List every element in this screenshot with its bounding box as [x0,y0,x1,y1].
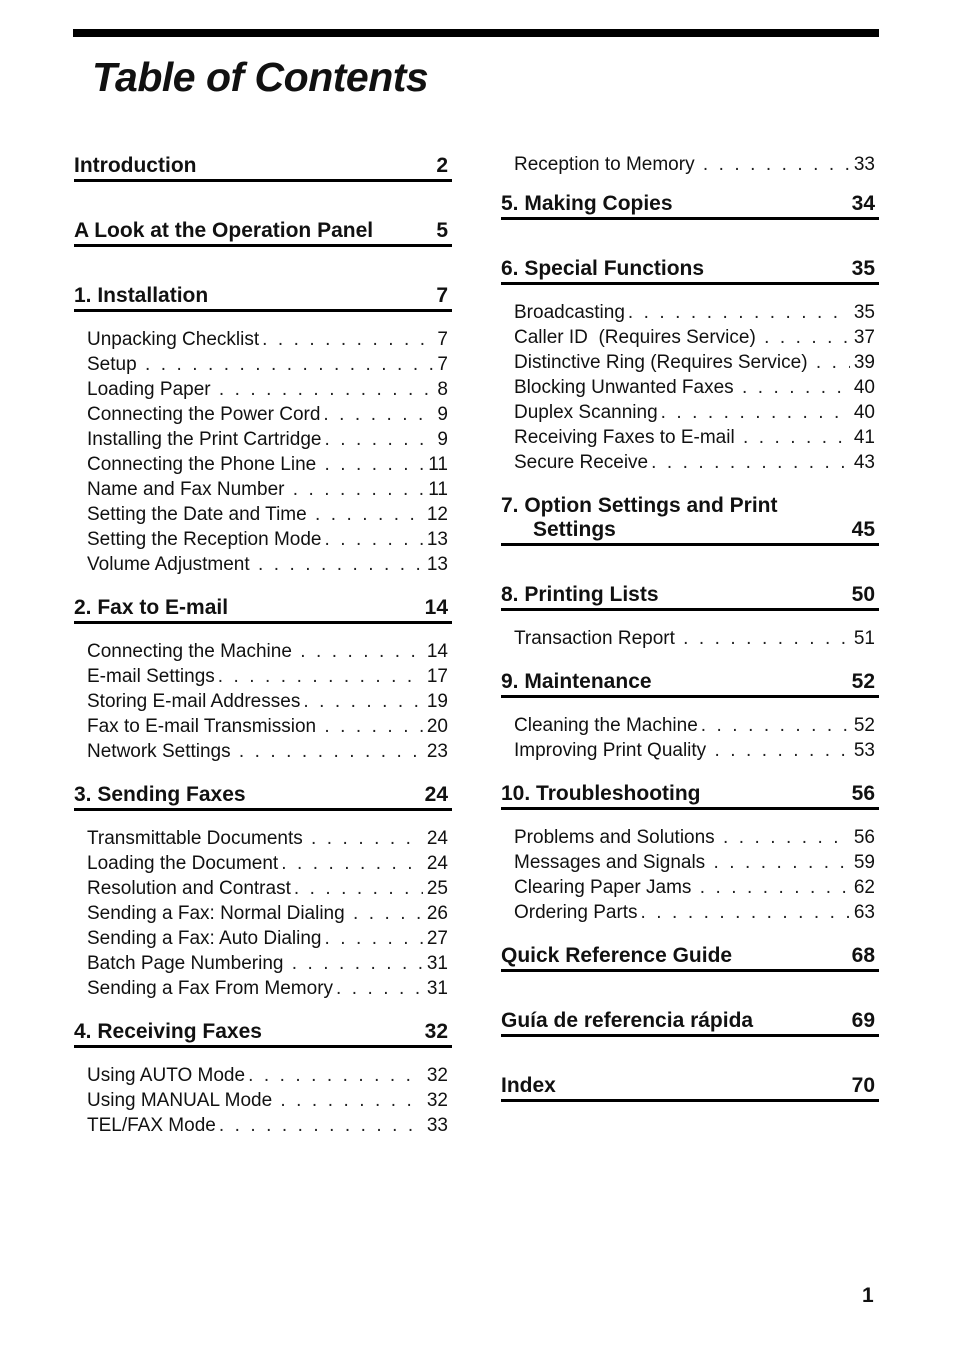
toc-section-receiving-faxes[interactable] [74,1016,452,1048]
toc-column-left [74,150,452,1138]
section-page: 35 [851,257,875,280]
dot-leader [218,664,423,689]
section-title: 8. Printing Lists [501,583,659,606]
entry-title: Messages and Signals [514,852,711,873]
section-title: A Look at the Operation Panel [74,219,374,242]
page-title: Table of Contents [92,54,429,100]
toc-entry[interactable] [514,875,879,900]
section-page: 14 [424,596,448,619]
entry-title: Distinctive Ring (Requires Service) [514,352,813,373]
dot-leader [701,713,850,738]
section-page: 70 [851,1074,875,1097]
entry-page: 31 [426,978,448,999]
entry-title: Clearing Paper Jams [514,877,697,898]
entry-page: 13 [426,529,448,550]
entry-title: Unpacking Checklist [87,329,260,350]
entry-page: 27 [426,928,448,949]
entry-page: 7 [437,329,448,350]
toc-entry[interactable] [87,377,452,402]
toc-entries-receiving-faxes-cont [501,150,879,177]
entry-page: 32 [426,1090,448,1111]
entry-title: Receiving Faxes to E-mail [514,427,740,448]
toc-entry[interactable] [87,552,452,577]
dot-leader [661,400,850,425]
entry-title: Volume Adjustment [87,554,255,575]
entry-title: Blocking Unwanted Faxes [514,377,739,398]
dot-leader [325,452,425,477]
dot-leader [262,327,433,352]
section-page: 5 [436,219,448,242]
entry-title: Broadcasting [514,302,625,323]
section-title: Guía de referencia rápida [501,1009,754,1032]
entry-page: 9 [437,429,448,450]
entry-title: Caller ID (Requires Service) [514,327,762,348]
dot-leader [742,375,850,400]
dot-leader [324,427,433,452]
toc-entry[interactable] [87,327,452,352]
entry-title: Reception to Memory [514,154,700,175]
dot-leader [258,552,423,577]
entry-title: Ordering Parts [514,902,638,923]
entry-page: 11 [428,454,448,475]
entry-page: 59 [853,852,875,873]
toc-entries-sending-faxes [74,811,452,1001]
toc-entry[interactable] [87,714,452,739]
entry-page: 11 [428,479,448,500]
section-title: 1. Installation [74,284,209,307]
toc-entry[interactable] [514,400,879,425]
entry-page: 12 [426,504,448,525]
top-rule [73,29,879,37]
entry-page: 41 [853,427,875,448]
entry-title: Transaction Report [514,628,681,649]
entry-page: 35 [853,302,875,323]
entry-title: Resolution and Contrast [87,878,291,899]
toc-entries-fax-to-email [74,624,452,764]
entry-title: Fax to E-mail Transmission [87,716,322,737]
entry-page: 39 [853,352,875,373]
toc-section-installation[interactable] [74,280,452,312]
entry-page: 40 [853,402,875,423]
entry-page: 33 [426,1115,448,1136]
entry-title: Storing E-mail Addresses [87,691,301,712]
entry-page: 14 [426,641,448,662]
entry-title: TEL/FAX Mode [87,1115,216,1136]
entry-title: Connecting the Machine [87,641,298,662]
toc-entry[interactable] [87,826,452,851]
toc-section-printing-lists[interactable] [501,579,879,611]
entry-page: 32 [426,1065,448,1086]
toc-entry[interactable] [87,739,452,764]
dot-leader [325,527,423,552]
entry-title: Loading the Document [87,853,279,874]
entry-page: 23 [426,741,448,762]
toc-entry[interactable] [87,926,452,951]
toc-entry[interactable] [514,850,879,875]
entry-page: 52 [853,715,875,736]
toc-section-maintenance[interactable] [501,666,879,698]
section-title: 4. Receiving Faxes [74,1020,262,1043]
entry-page: 9 [437,404,448,425]
entry-page: 63 [853,902,875,923]
entry-page: 13 [426,554,448,575]
section-title: 5. Making Copies [501,192,673,215]
entry-page: 26 [426,903,448,924]
entry-title: Sending a Fax: Normal Dialing [87,903,350,924]
toc-entry[interactable] [87,527,452,552]
toc-entry[interactable] [87,639,452,664]
toc-entry[interactable] [514,738,879,763]
section-page: 50 [851,583,875,606]
toc-section-option-settings[interactable] [501,490,879,546]
dot-leader [714,738,849,763]
entry-title: Setup [87,354,142,375]
entry-title: Batch Page Numbering [87,953,289,974]
toc-entry[interactable] [514,300,879,325]
toc-entries-printing-lists [501,611,879,651]
entry-title: Connecting the Phone Line [87,454,322,475]
dot-leader [713,850,849,875]
dot-leader [336,976,423,1001]
entry-title: Problems and Solutions [514,827,720,848]
dot-leader [651,450,850,475]
entry-page: 33 [853,154,875,175]
entry-title: Cleaning the Machine [514,715,698,736]
section-page: 34 [851,192,875,215]
toc-entry[interactable] [87,951,452,976]
dot-leader [628,300,850,325]
entry-title: Secure Receive [514,452,649,473]
entry-page: 25 [426,878,448,899]
dot-leader [743,425,850,450]
dot-leader [239,739,423,764]
entry-page: 51 [853,628,875,649]
dot-leader [641,900,850,925]
entry-page: 31 [426,953,448,974]
entry-title: Setting the Date and Time [87,504,312,525]
toc-entry[interactable] [87,1063,452,1088]
dot-leader [219,1113,423,1138]
dot-leader [311,826,423,851]
entry-page: 53 [853,740,875,761]
toc-entries-receiving-faxes [74,1048,452,1138]
entry-page: 24 [426,853,448,874]
entry-page: 56 [853,827,875,848]
entry-title: Name and Fax Number [87,479,290,500]
toc-entry[interactable] [87,876,452,901]
entry-page: 43 [853,452,875,473]
toc-section-index[interactable] [501,1070,879,1102]
entry-page: 40 [853,377,875,398]
toc-section-fax-to-email[interactable] [74,592,452,624]
toc-entries-maintenance [501,698,879,763]
section-title: 6. Special Functions [501,257,705,280]
dot-leader [303,689,423,714]
section-title: 7. Option Settings and Print Settings [501,494,778,541]
entry-title: Sending a Fax: Auto Dialing [87,928,322,949]
toc-entries-installation [74,312,452,577]
entry-title: Transmittable Documents [87,828,309,849]
toc-entry[interactable] [87,851,452,876]
entry-page: 8 [437,379,448,400]
dot-leader [323,402,433,427]
section-page: 32 [424,1020,448,1043]
toc-entry[interactable] [87,502,452,527]
toc-entry[interactable] [514,450,879,475]
dot-leader [353,901,423,926]
toc-entry[interactable] [87,352,452,377]
entry-title: Sending a Fax From Memory [87,978,334,999]
dot-leader [324,714,422,739]
dot-leader [703,152,850,177]
dot-leader [700,875,850,900]
entry-page: 17 [426,666,448,687]
toc-entry[interactable] [87,664,452,689]
toc-entry[interactable] [87,689,452,714]
toc-section-quick-reference[interactable] [501,940,879,972]
section-page: 52 [851,670,875,693]
toc-section-troubleshooting[interactable] [501,778,879,810]
toc-entry[interactable] [87,1088,452,1113]
dot-leader [764,325,850,350]
dot-leader [293,477,425,502]
toc-entry[interactable] [514,626,879,651]
dot-leader [723,825,850,850]
entry-page: 62 [853,877,875,898]
dot-leader [683,626,850,651]
toc-entry[interactable] [87,901,452,926]
toc-entries-special-functions [501,285,879,475]
entry-page: 37 [853,327,875,348]
dot-leader [294,876,423,901]
entry-page: 19 [426,691,448,712]
section-page: 7 [436,284,448,307]
toc-entry[interactable] [514,350,879,375]
entry-title: Using MANUAL Mode [87,1090,278,1111]
dot-leader [219,377,434,402]
dot-leader [300,639,423,664]
toc-entry[interactable] [87,427,452,452]
toc-section-introduction[interactable] [74,150,452,182]
entry-title: Setting the Reception Mode [87,529,322,550]
toc-entry[interactable] [514,325,879,350]
toc-entry[interactable] [514,425,879,450]
section-title: Index [501,1074,556,1097]
section-title: Quick Reference Guide [501,944,733,967]
section-title: 10. Troubleshooting [501,782,701,805]
toc-entry[interactable] [514,900,879,925]
toc-column-right [501,150,879,1102]
entry-title: Loading Paper [87,379,216,400]
section-title: 2. Fax to E-mail [74,596,229,619]
entry-page: 7 [437,354,448,375]
section-page: 69 [851,1009,875,1032]
section-page: 24 [424,783,448,806]
entry-title: Duplex Scanning [514,402,658,423]
section-title: Introduction [74,154,197,177]
dot-leader [145,352,433,377]
entry-title: E-mail Settings [87,666,215,687]
toc-section-making-copies[interactable] [501,188,879,220]
page-number: 1 [862,1284,874,1307]
entry-title: Network Settings [87,741,236,762]
toc-section-operation-panel[interactable] [74,215,452,247]
dot-leader [816,350,850,375]
entry-page: 20 [426,716,448,737]
toc-entry[interactable] [514,713,879,738]
entry-page: 24 [426,828,448,849]
entry-title: Installing the Print Cartridge [87,429,322,450]
entry-title: Using AUTO Mode [87,1065,246,1086]
toc-entry[interactable] [514,152,879,177]
section-page: 2 [436,154,448,177]
toc-entry[interactable] [87,1113,452,1138]
dot-leader [248,1063,423,1088]
section-title: 3. Sending Faxes [74,783,246,806]
dot-leader [280,1088,422,1113]
toc-entry[interactable] [514,375,879,400]
toc-section-guia-referencia[interactable] [501,1005,879,1037]
section-page: 45 [851,518,875,541]
toc-section-sending-faxes[interactable] [74,779,452,811]
entry-title: Improving Print Quality [514,740,712,761]
toc-entry[interactable] [87,976,452,1001]
toc-entry[interactable] [87,452,452,477]
toc-entry[interactable] [514,825,879,850]
toc-entry[interactable] [87,477,452,502]
entry-title: Connecting the Power Cord [87,404,321,425]
dot-leader [281,851,423,876]
toc-entry[interactable] [87,402,452,427]
section-page: 56 [851,782,875,805]
section-page: 68 [851,944,875,967]
section-title: 9. Maintenance [501,670,652,693]
dot-leader [315,502,423,527]
dot-leader [292,951,423,976]
toc-section-special-functions[interactable] [501,253,879,285]
dot-leader [325,926,423,951]
toc-entries-troubleshooting [501,810,879,925]
